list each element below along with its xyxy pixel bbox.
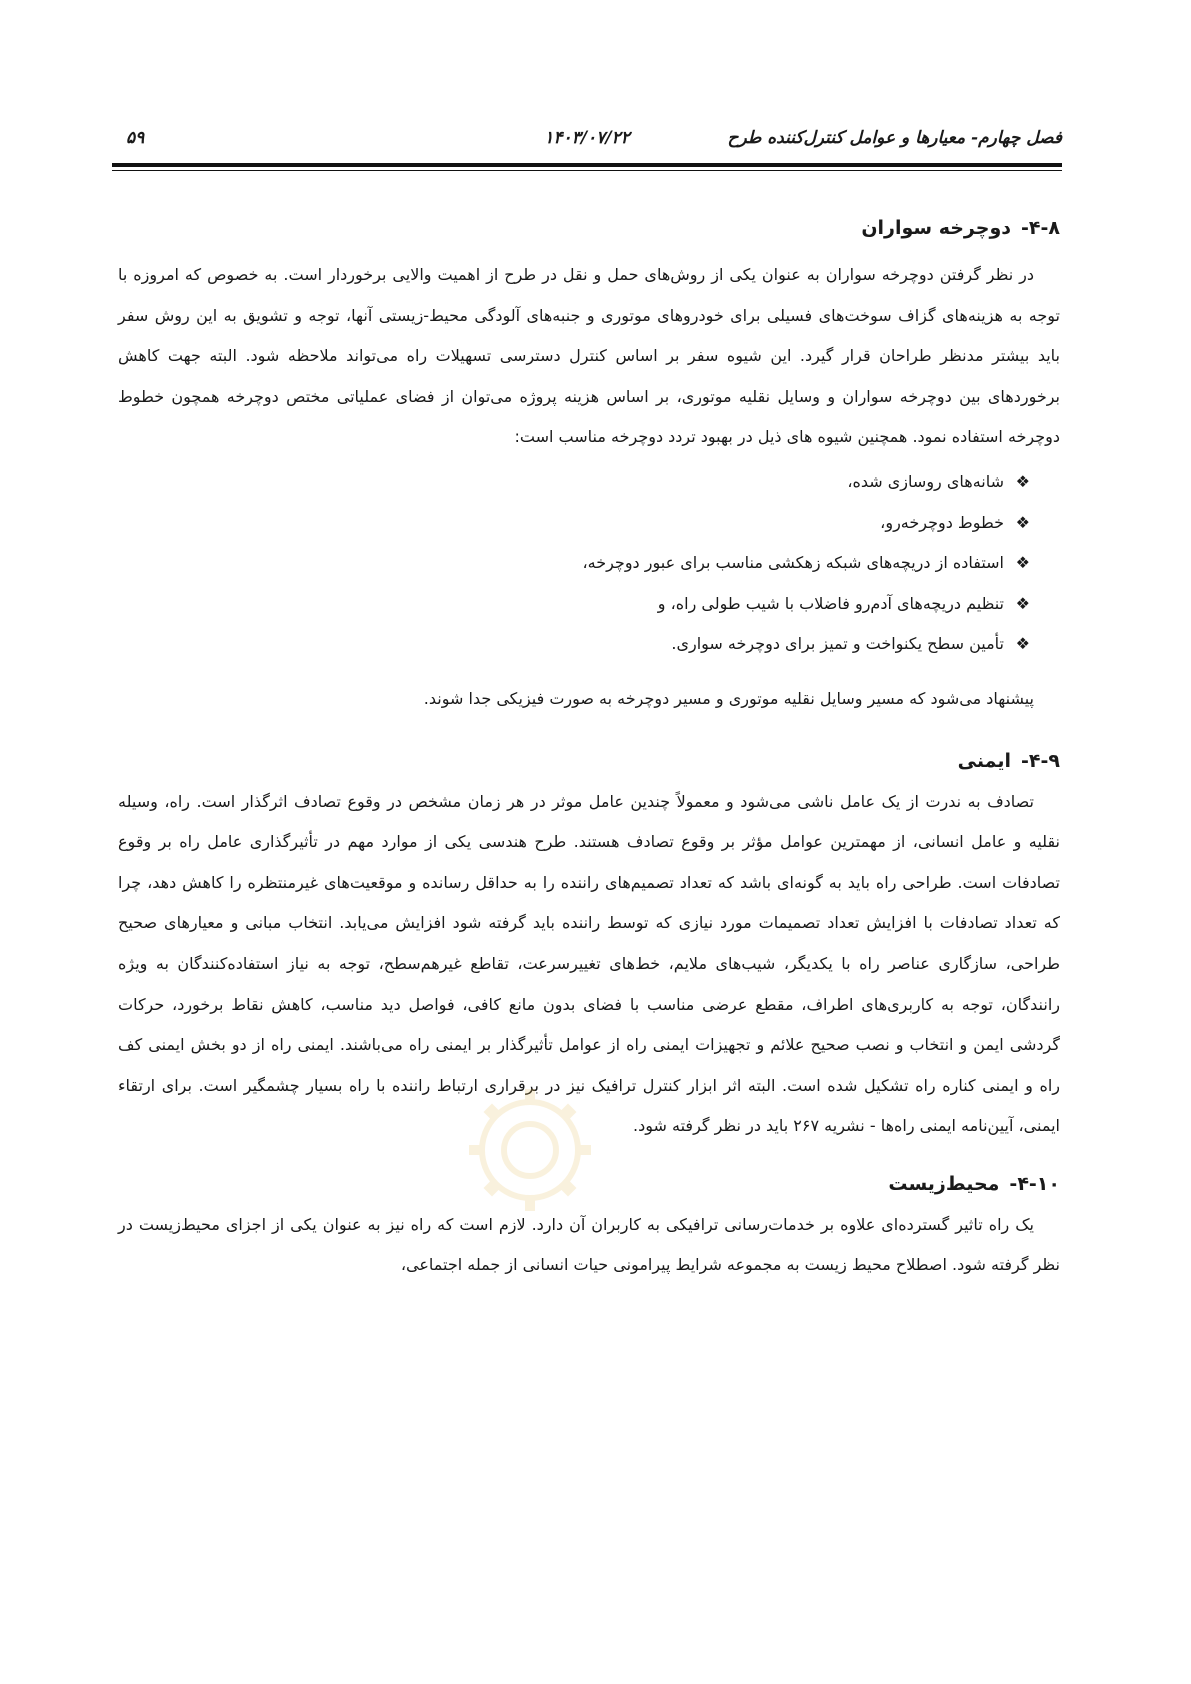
header-rule-thin (112, 170, 1062, 171)
header-date: ۱۴۰۳/۰۷/۲۲ (544, 128, 630, 148)
section-title-text: ایمنی (957, 749, 1012, 772)
section-heading-safety (118, 746, 1060, 776)
page-content (118, 213, 1060, 1286)
chapter-title: فصل چهارم- معیارها و عوامل کنترل‌کننده طرح (727, 128, 1062, 148)
list-item-text: استفاده از دریچه‌های شبکه زهکشی مناسب برای عبور دوچرخه، (582, 553, 1004, 573)
section-number: ۴-۱۰- (1009, 1172, 1060, 1195)
bullet-list (118, 462, 1060, 665)
diamond-bullet-icon: ❖ (1015, 553, 1030, 573)
page-header (112, 128, 1062, 162)
recommendation-paragraph: پیشنهاد می‌شود که مسیر وسایل نقلیه موتوری و مسیر دوچرخه به صورت فیزیکی جدا شوند. (423, 688, 1034, 708)
section-paragraph: در نظر گرفتن دوچرخه سواران به عنوان یکی از روش‌های حمل و نقل در طرح از اهمیت والایی برخوردار است. به خصوص که امروزه با توجه به هزینه‌های گزاف سوخت‌های فسیلی برای خودروهای موتوری و جنبه‌های آلودگی محیط-زیستی آنها، توجه و تشویق به این روش سفر باید بیشتر مدنظر طراحان قرار گیرد. این شیوه سفر بر اساس کنترل دسترسی تسهیلات راه می‌تواند ملاحظه شود. البته جهت کاهش برخوردهای بین دوچرخه سواران و وسایل نقلیه موتوری، بر اساس هزینه پروژه می‌توان از فضای عملیاتی مختص دوچرخه همچون خطوط دوچرخه استفاده نمود. همچنین شیوه های ذیل در بهبود تردد دوچرخه مناسب است: (118, 265, 1060, 447)
header-rule-thick (112, 163, 1062, 167)
section-paragraph: تصادف به ندرت از یک عامل ناشی می‌شود و معمولاً چندین عامل موثر در هر زمان مشخص در وقوع تصادف اثرگذار است. راه، وسیله نقلیه و عامل انسانی، از مهمترین عوامل مؤثر بر وقوع تصادف هستند. طرح هندسی یکی از موارد مهم در تأثیرگذاری عامل راه بر وقوع تصادفات است. طراحی راه باید به گونه‌ای باشد که تعداد تصمیم‌های راننده را به حداقل رسانده و موقعیت‌های غیرمنتظره را کاهش دهد، چرا که تعداد تصادفات با افزایش تعداد تصمیمات مورد نیازی که توسط راننده باید گرفته شود افزایش می‌یابد. انتخاب مبانی و معیارهای صحیح طراحی، سازگاری عناصر راه با یکدیگر، شیب‌های ملایم، خط‌های تغییرسرعت، تقاطع غیرهم‌سطح، توجه به نیاز استفاده‌کنندگان به ویژه رانندگان، توجه به کاربری‌های اطراف، مقطع عرضی مناسب با فضای بدون مانع کافی، فواصل دید مناسب، کاهش نقاط برخورد، حرکات گردشی ایمن و انتخاب و نصب صحیح علائم و تجهیزات ایمنی راه از عوامل تأثیرگذار بر ایمنی راه می‌باشند. ایمنی راه از دو بخش ایمنی کف راه و ایمنی کناره راه تشکیل شده است. البته اثر ابزار کنترل ترافیک نیز در برقراری ارتباط راننده با راه بسیار چشمگیر است. برای ارتقاء ایمنی، آیین‌نامه ایمنی راه‌ها - نشریه ۲۶۷ باید در نظر گرفته شود. (118, 791, 1060, 1136)
section-title-text: دوچرخه سواران (861, 217, 1012, 239)
page-number: ۵۹ (126, 128, 145, 148)
list-item-text: تأمین سطح یکنواخت و تمیز برای دوچرخه سواری. (671, 634, 1004, 654)
list-item-text: تنظیم دریچه‌های آدم‌رو فاضلاب با شیب طولی راه، و (657, 593, 1004, 613)
section-heading-cyclists (118, 213, 1060, 243)
diamond-bullet-icon: ❖ (1015, 471, 1030, 491)
section-paragraph: یک راه تاثیر گسترده‌ای علاوه بر خدمات‌رسانی ترافیکی به کاربران آن دارد. لازم است که راه نیز به عنوان یکی از اجزای محیط‌زیست در نظر گرفته شود. اصطلاح محیط زیست به مجموعه شرایط پیرامونی حیات انسانی از جمله اجتماعی، (118, 1214, 1060, 1275)
list-item (118, 624, 1030, 665)
list-item (118, 543, 1030, 584)
list-item (118, 584, 1030, 625)
diamond-bullet-icon: ❖ (1015, 634, 1030, 654)
diamond-bullet-icon: ❖ (1015, 512, 1030, 532)
list-item-text: شانه‌های روسازی شده، (847, 471, 1004, 491)
list-item-text: خطوط دوچرخه‌رو، (880, 512, 1004, 532)
list-item (118, 503, 1030, 544)
list-item (118, 462, 1030, 503)
section-number: ۴-۹- (1021, 749, 1060, 772)
section-heading-environment (118, 1169, 1060, 1199)
diamond-bullet-icon: ❖ (1015, 593, 1030, 613)
section-title-text: محیط‌زیست (888, 1172, 1000, 1195)
section-number: ۴-۸- (1021, 217, 1060, 239)
